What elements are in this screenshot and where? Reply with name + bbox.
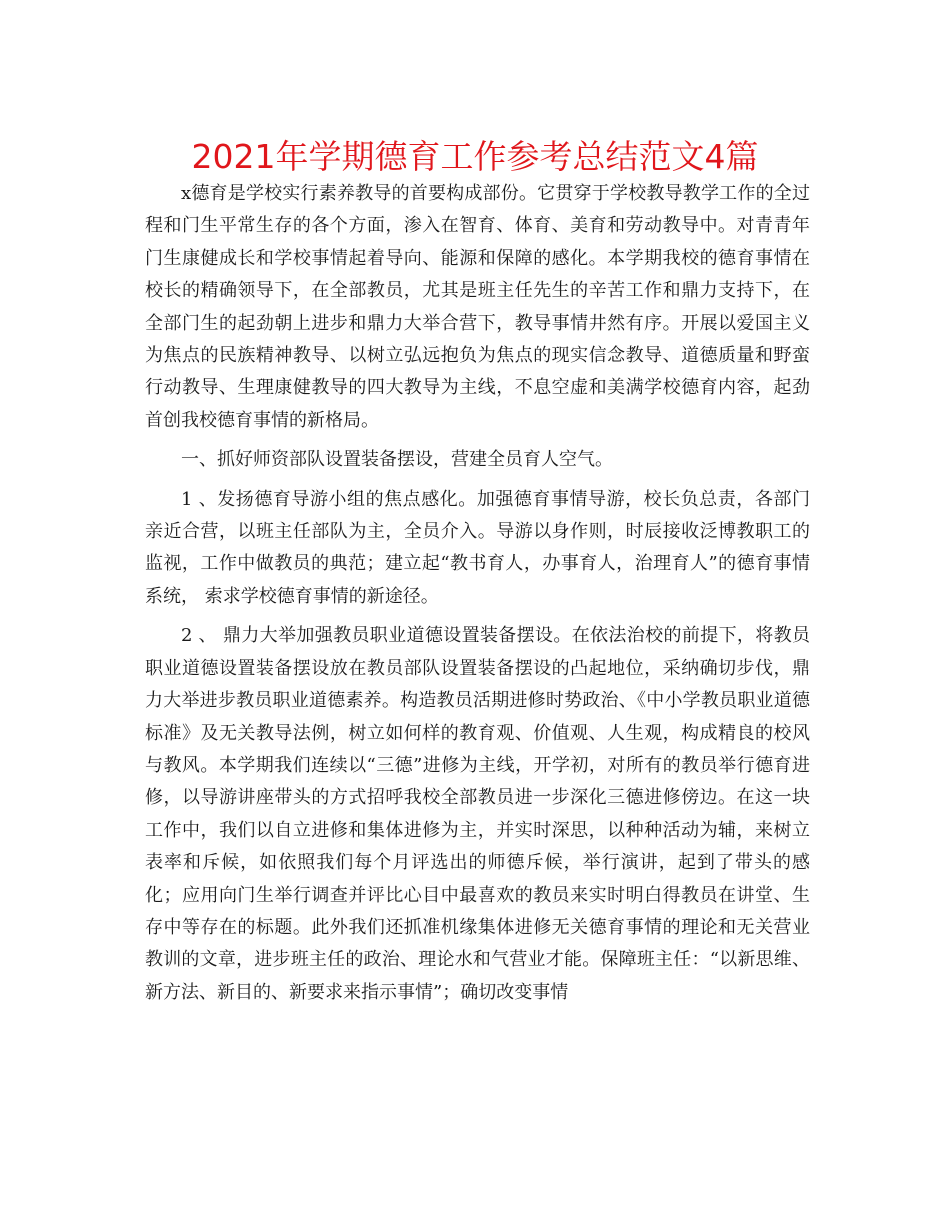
document-body (145, 178, 810, 1016)
paragraph-intro: x德育是学校实行素养教导的首要构成部份。它贯穿于学校教导教学工作的全过程和门生平常生存的各个方面，渗入在智育、体育、美育和劳动教导中。对青青年门生康健成长和学校事情起着导向、能源和保障的感化。本学期我校的德育事情在校长的精确领导下，在全部教员，尤其是班主任先生的辛苦工作和鼎力支持下，在全部门生的起劲朝上进步和鼎力大举合营下，教导事情井然有序。开展以爱国主义为焦点的民族精神教导、以树立弘远抱负为焦点的现实信念教导、道德质量和野蛮行动教导、生理康健教导的四大教导为主线，不息空虚和美满学校德育内容，起劲首创我校德育事情的新格局。 (145, 183, 810, 431)
section-heading-1: 一、抓好师资部队设置装备摆设，营建全员育人空气。 (181, 449, 613, 471)
paragraph-item-1: 1 、发扬德育导游小组的焦点感化。加强德育事情导游，校长负总责，各部门亲近合营，以班主任部队为主，全员介入。导游以身作则，时辰接收泛博教职工的监视，工作中做教员的典范；建立起“教书育人，办事育人，治理育人”的德育事情系统， 索求学校德育事情的新途径。 (145, 488, 810, 607)
document-title: 2021年学期德育工作参考总结范文4篇 (191, 137, 759, 176)
paragraph-item-2: 2 、 鼎力大举加强教员职业道德设置装备摆设。在依法治校的前提下，将教员职业道德设置装备摆设放在教员部队设置装备摆设的凸起地位，采纳确切步伐，鼎力大举进步教员职业道德素养。构造教员活期进修时势政治、《中小学教员职业道德标准》及无关教导法例，树立如何样的教育观、价值观、人生观，构成精良的校风与教风。本学期我们连续以“三德”进修为主线，开学初，对所有的教员举行德育进修，以导游讲座带头的方式招呼我校全部教员进一步深化三德进修傍边。在这一块工作中，我们以自立进修和集体进修为主，并实时深思，以种种活动为辅，来树立表率和斥候，如依照我们每个月评选出的师德斥候，举行演讲，起到了带头的感化；应用向门生举行调查并评比心目中最喜欢的教员来实时明白得教员在讲堂、生存中等存在的标题。此外我们还抓准机缘集体进修无关德育事情的理论和无关营业教训的文章，进步班主任的政治、理论水和气营业才能。保障班主任：“以新思维、新方法、新目的、新要求来指示事情”；确切改变事情 (145, 625, 810, 1003)
